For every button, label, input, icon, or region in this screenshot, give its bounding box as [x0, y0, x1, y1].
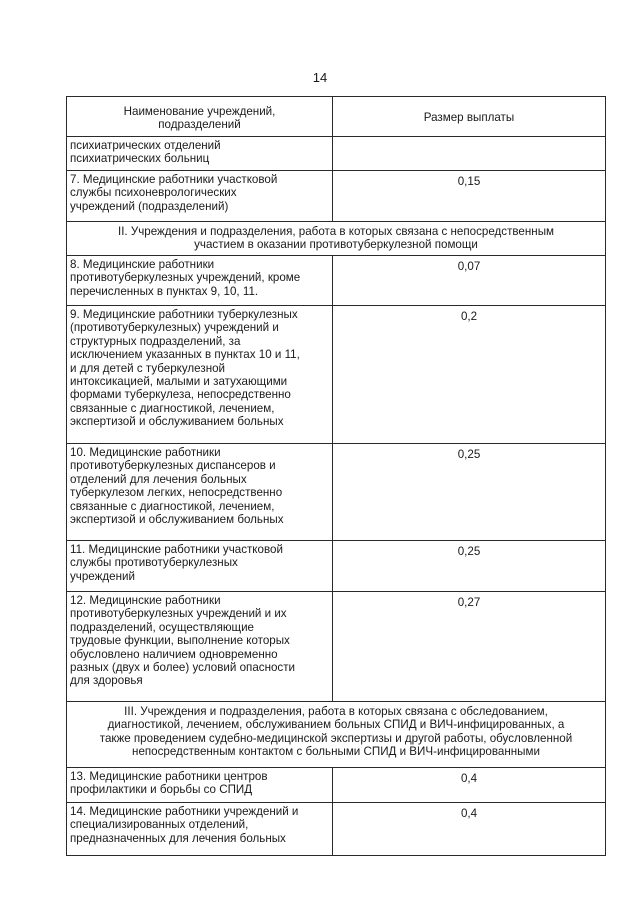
row-name-cell — [67, 171, 333, 222]
row-rate: 0,15 — [457, 175, 481, 188]
row-name-cell — [67, 592, 333, 702]
row-name: 13. Медицинские работники центров профилактики и борьбы со СПИД — [70, 770, 268, 797]
header-name-cell — [67, 97, 333, 137]
row-rate-cell — [333, 256, 606, 306]
row-rate-cell — [333, 306, 606, 444]
row-name: 11. Медицинские работники участковой службы противотуберкулезных учреждений — [70, 543, 283, 583]
table-row — [67, 137, 606, 171]
page-number: 14 — [312, 70, 328, 85]
row-rate-cell — [333, 137, 606, 171]
table-row — [67, 541, 606, 592]
table-row — [67, 171, 606, 222]
section-cell — [67, 222, 606, 256]
row-rate: 0,4 — [460, 772, 478, 785]
payment-table — [66, 96, 606, 856]
row-name-cell — [67, 256, 333, 306]
row-rate: 0,2 — [460, 310, 478, 323]
row-name: 9. Медицинские работники туберкулезных (противотуберкулезных) учреждений и структурных подразделений, за исключением указанных в пунктах 10 и 11, и для детей с туберкулезной интоксикацией, малыми и затухающими формами туберкулеза, непосредственно связанные с диагностикой, лечением, экспертизой и обслуживанием больных — [70, 308, 300, 429]
section-row — [67, 702, 606, 768]
row-name: 7. Медицинские работники участковой службы психоневрологических учреждений (подразделений) — [70, 173, 278, 213]
table-header-row — [67, 97, 606, 137]
row-name-cell — [67, 768, 333, 803]
row-name-cell — [67, 444, 333, 541]
row-name: психиатрических отделений психиатрических больниц — [70, 139, 221, 166]
header-rate-label: Размер выплаты — [423, 111, 515, 125]
row-name-cell — [67, 306, 333, 444]
table-row — [67, 256, 606, 306]
row-name: 14. Медицинские работники учреждений и специализированных отделений, предназначенных для лечения больных — [70, 805, 299, 845]
row-name-cell — [67, 137, 333, 171]
row-rate-cell — [333, 541, 606, 592]
section-row — [67, 222, 606, 256]
row-rate: 0,25 — [457, 545, 481, 558]
row-rate-cell — [333, 803, 606, 856]
header-name-label: Наименование учреждений, подразделений — [123, 104, 276, 131]
row-rate-cell — [333, 592, 606, 702]
row-name-cell — [67, 541, 333, 592]
row-rate-cell — [333, 768, 606, 803]
row-rate: 0,27 — [457, 596, 481, 609]
section-title: III. Учреждения и подразделения, работа в которых связана с обследованием, диагностикой, лечением, обслуживанием больных СПИД и ВИЧ-инфицированных, а также проведением судебно-медицинской экспертизы и другой работы, обусловленной непосредственным контактом с больными СПИД и ВИЧ-инфицированными — [99, 705, 573, 759]
table-row — [67, 444, 606, 541]
header-rate-cell — [333, 97, 606, 137]
section-cell — [67, 702, 606, 768]
table-row — [67, 768, 606, 803]
table-row — [67, 306, 606, 444]
row-name: 8. Медицинские работники противотуберкулезных учреждений, кроме перечисленных в пунктах 9, 10, 11. — [70, 258, 301, 298]
row-rate: 0,07 — [457, 260, 481, 273]
section-title: II. Учреждения и подразделения, работа в которых связана с непосредственным участием в оказании противотуберкулезной помощи — [117, 225, 554, 252]
row-rate: 0,4 — [460, 807, 478, 820]
row-name: 12. Медицинские работники противотуберкулезных учреждений и их подразделений, осуществляющие трудовые функции, выполнение которых обусловлено наличием одновременно разных (двух и более) условий опасности для здоровья — [70, 594, 295, 688]
row-name-cell — [67, 803, 333, 856]
table-row — [67, 592, 606, 702]
row-rate-cell — [333, 444, 606, 541]
row-rate: 0,25 — [457, 448, 481, 461]
row-name: 10. Медицинские работники противотуберкулезных диспансеров и отделений для лечения больных туберкулезом легких, непосредственно связанные с диагностикой, лечением, экспертизой и обслуживанием больных — [70, 446, 284, 527]
table-row — [67, 803, 606, 856]
payment-table-body — [67, 97, 606, 856]
row-rate-cell — [333, 171, 606, 222]
